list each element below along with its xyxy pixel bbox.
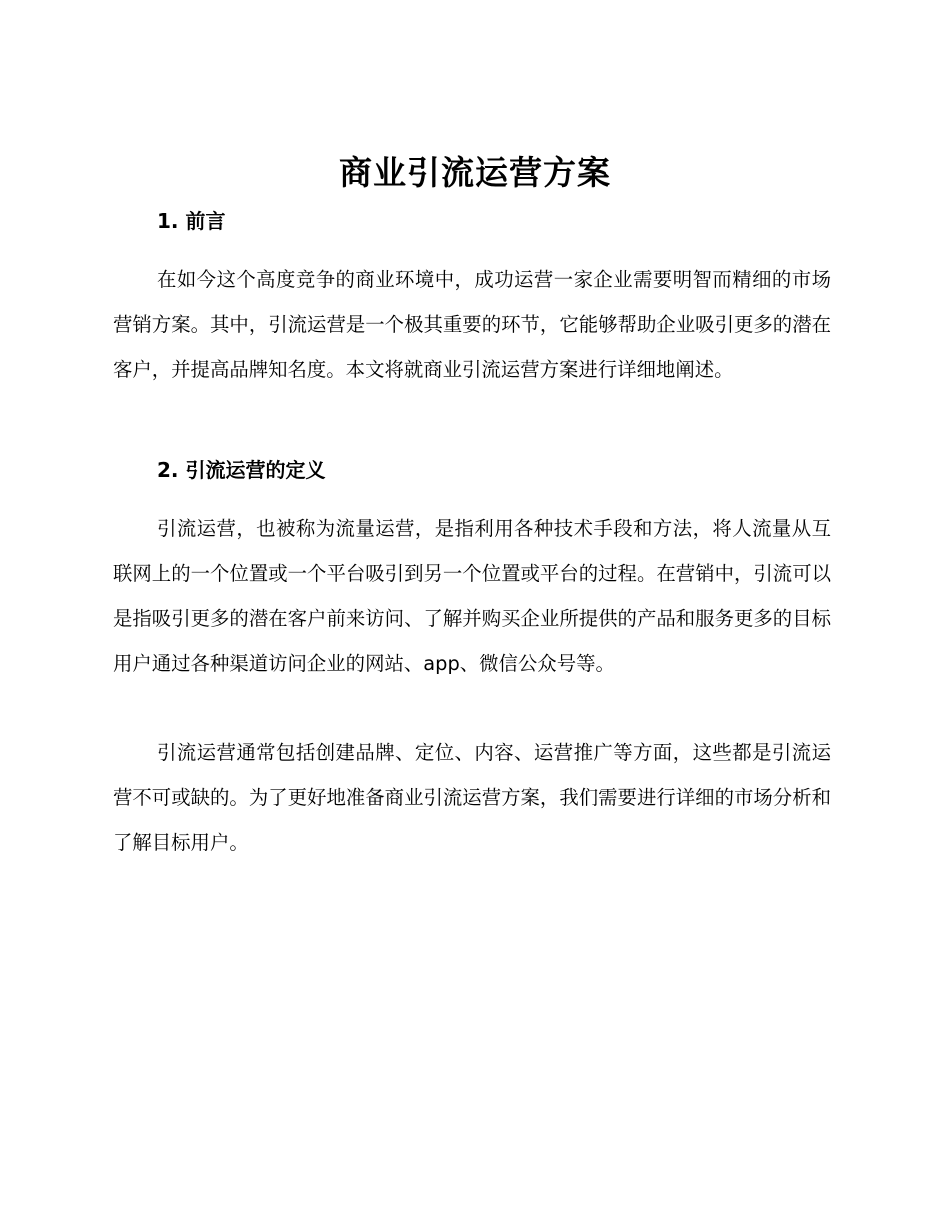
section-heading-definition: 2. 引流运营的定义: [157, 458, 326, 482]
paragraph-definition-2: 引流运营通常包括创建品牌、定位、内容、运营推广等方面，这些都是引流运营不可或缺的。为了更好地准备商业引流运营方案，我们需要进行详细的市场分析和了解目标用户。: [113, 741, 831, 854]
document-title: 商业引流运营方案: [339, 153, 611, 192]
paragraph-intro: 在如今这个高度竞争的商业环境中，成功运营一家企业需要明智而精细的市场营销方案。其中，引流运营是一个极其重要的环节，它能够帮助企业吸引更多的潜在客户，并提高品牌知名度。本文将就商业引流运营方案进行详细地阐述。: [113, 268, 831, 381]
paragraph-definition-1: 引流运营，也被称为流量运营，是指利用各种技术手段和方法，将人流量从互联网上的一个位置或一个平台吸引到另一个位置或平台的过程。在营销中，引流可以是指吸引更多的潜在客户前来访问、了解并购买企业所提供的产品和服务更多的目标用户通过各种渠道访问企业的网站、app、微信公众号等。: [113, 517, 831, 675]
section-heading-intro: 1. 前言: [157, 209, 226, 233]
